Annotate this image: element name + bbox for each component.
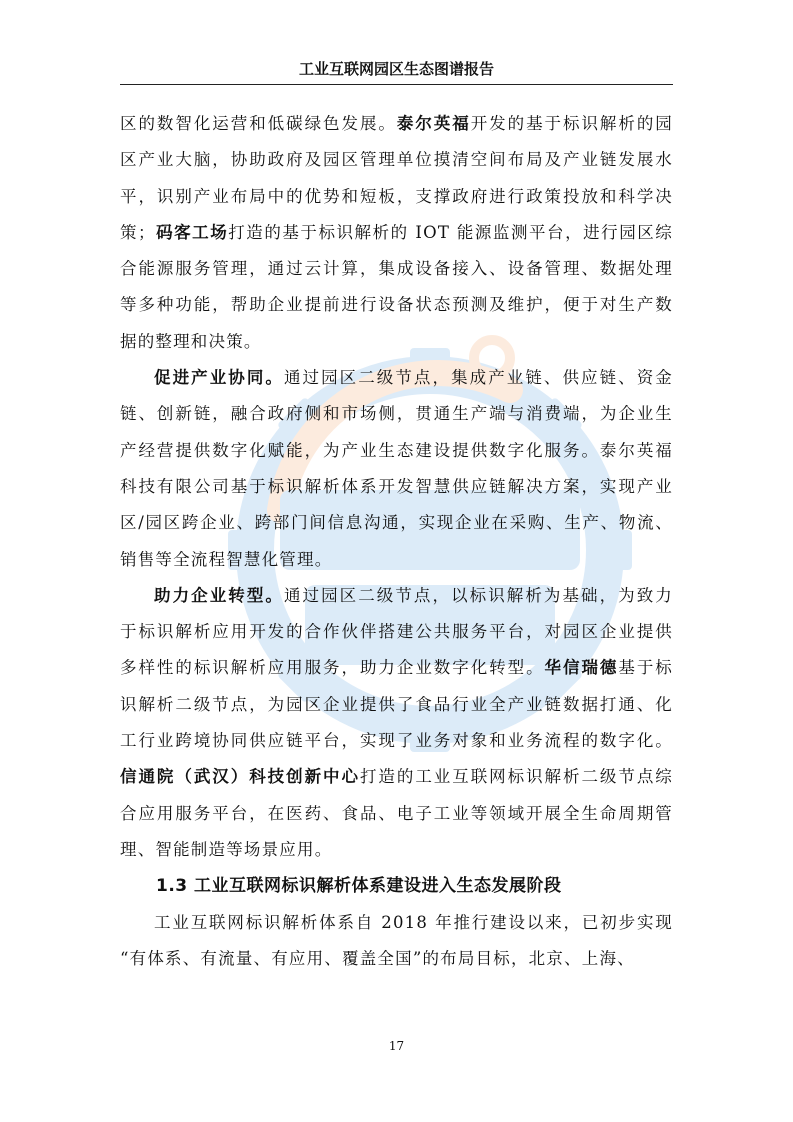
text-line: [120, 469, 673, 505]
text-span: 等多种功能，帮助企业提前进行设备状态预测及维护，便于对生产数: [120, 295, 673, 315]
text-span: 区/园区跨企业、跨部门间信息沟通，实现企业在采购、生产、物流、: [120, 513, 673, 533]
text-span: 开发的基于标识解析的园: [470, 114, 673, 133]
text-line: [120, 505, 673, 541]
text-span: 基于标: [618, 658, 673, 678]
text-span: 策；: [120, 222, 156, 242]
final-paragraph: [120, 905, 673, 978]
text-span: 合应用服务平台，在医药、食品、电子工业等领域开展全生命周期管: [120, 803, 673, 823]
text-line: [120, 614, 673, 650]
section-heading: 1.3 工业互联网标识解析体系建设进入生态发展阶段: [156, 876, 562, 897]
text-span: 据的整理和决策。: [120, 331, 262, 351]
text-span: 多样性的标识解析应用服务，助力企业数字化转型。: [120, 658, 545, 678]
page-content: [120, 106, 673, 977]
text-line: [120, 215, 673, 251]
text-span: 链、创新链，融合政府侧和市场侧，贯通生产端与消费端，为企业生: [120, 404, 673, 424]
text-span: 打造的基于标识解析的 IOT 能源监测平台，进行园区综: [228, 222, 673, 242]
text-line: [120, 759, 673, 795]
text-line: [120, 941, 673, 977]
text-line: [120, 723, 673, 759]
text-line: [120, 396, 673, 432]
bold-text: 促进产业协同。: [154, 368, 284, 388]
text-span: 合能源服务管理，通过云计算，集成设备接入、设备管理、数据处理: [120, 259, 673, 279]
text-line: [120, 578, 673, 614]
page-number: 17: [388, 1039, 405, 1053]
text-span: 区产业大脑，协助政府及园区管理单位摸清空间布局及产业链发展水: [120, 150, 673, 170]
text-span: 区的数智化运营和低碳绿色发展。: [120, 114, 397, 133]
text-line: [120, 360, 673, 396]
text-line: [120, 687, 673, 723]
text-span: 通过园区二级节点，集成产业链、供应链、资金: [283, 368, 673, 388]
text-line: [120, 542, 673, 578]
body-paragraphs: [120, 106, 673, 868]
bold-text: 码客工场: [155, 222, 229, 242]
bold-text: 华信瑞德: [544, 658, 619, 678]
text-line: [120, 650, 673, 686]
text-span: 工行业跨境协同供应链平台，实现了业务对象和业务流程的数字化。: [120, 731, 673, 751]
bold-text: 信通院（武汉）科技创新中心: [120, 767, 360, 787]
bold-text: 泰尔英福: [396, 114, 471, 133]
text-line: [120, 106, 673, 142]
bold-text: 助力企业转型。: [154, 585, 284, 605]
header-title: 工业互联网园区生态图谱报告: [298, 60, 494, 78]
text-line: [120, 832, 673, 868]
text-line: [120, 796, 673, 832]
text-span: 产经营提供数字化赋能，为产业生态建设提供数字化服务。泰尔英福: [120, 440, 673, 460]
text-span: 理、智能制造等场景应用。: [120, 839, 333, 859]
text-line: [120, 179, 673, 215]
text-line: [120, 287, 673, 323]
text-span: 平，识别产业布局中的优势和短板，支撑政府进行政策投放和科学决: [120, 186, 673, 206]
text-line: [120, 142, 673, 178]
text-line: [120, 324, 673, 360]
text-span: 科技有限公司基于标识解析体系开发智慧供应链解决方案，实现产业: [120, 476, 673, 496]
text-span: “有体系、有流量、有应用、覆盖全国”的布局目标，北京、上海、: [120, 948, 635, 968]
text-span: 打造的工业互联网标识解析二级节点综: [359, 767, 673, 787]
text-span: 识解析二级节点，为园区企业提供了食品行业全产业链数据打通、化: [120, 694, 673, 714]
text-line: [120, 905, 673, 941]
text-span: 于标识解析应用开发的合作伙伴搭建公共服务平台，对园区企业提供: [120, 622, 673, 642]
text-line: [120, 433, 673, 469]
text-span: 通过园区二级节点，以标识解析为基础，为致力: [283, 585, 673, 605]
text-line: [120, 251, 673, 287]
page-header: [120, 58, 673, 85]
text-span: 销售等全流程智慧化管理。: [120, 549, 333, 569]
text-span: 工业互联网标识解析体系自 2018 年推行建设以来，已初步实现: [154, 912, 673, 932]
